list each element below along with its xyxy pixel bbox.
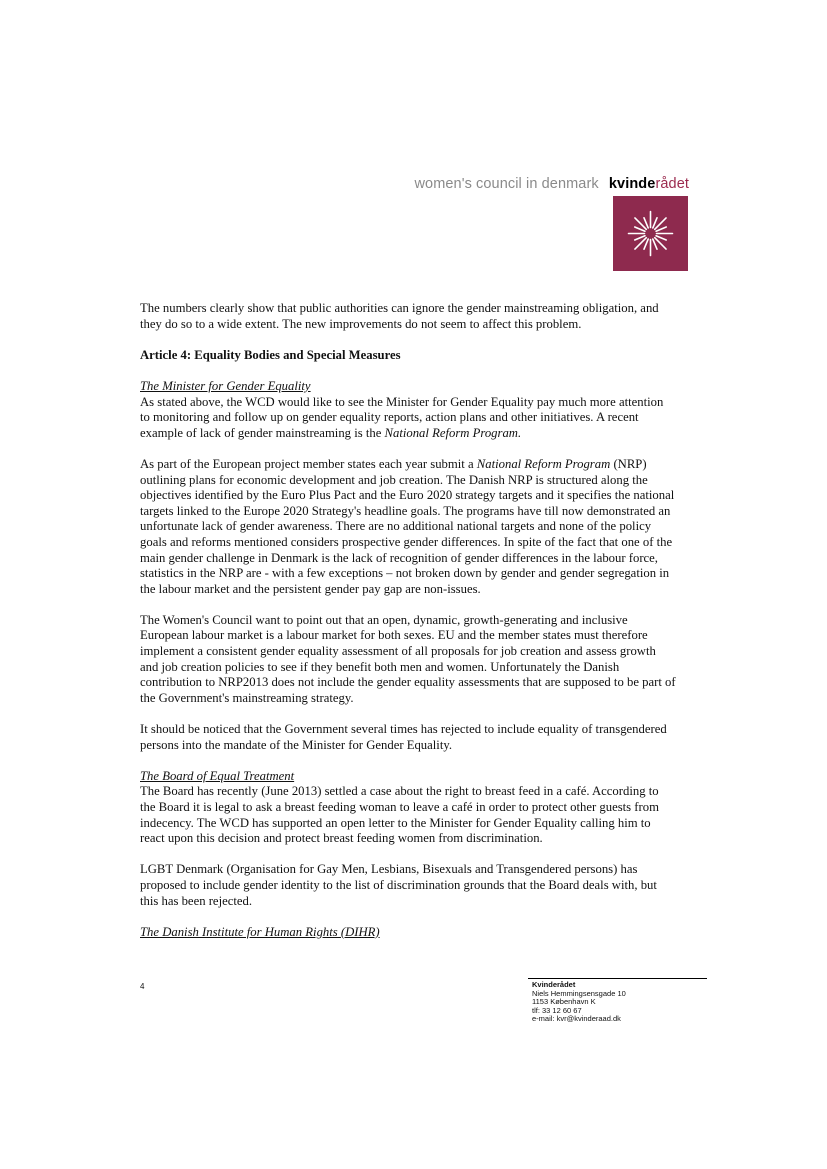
minister-paragraph-2 (140, 457, 676, 597)
footer-org-name: Kvinderådet (532, 980, 576, 989)
starburst-ray (644, 239, 648, 249)
org-header (414, 176, 689, 192)
minister-paragraph-4: It should be noticed that the Government several times has rejected to include equality of transgendered persons into the mandate of the Minister for Gender Equality. (140, 722, 667, 752)
minister-p2-italic: National Reform Program (476, 456, 611, 471)
footer-city: 1153 København K (532, 997, 596, 1007)
starburst-ray (656, 227, 666, 231)
brand-accent: rådet (655, 176, 689, 192)
brand-main: kvinde (608, 176, 656, 192)
dihr-section (140, 925, 676, 941)
board-paragraph-2: LGBT Denmark (Organisation for Gay Men, Lesbians, Bisexuals and Transgendered persons) has proposed to include gender identity to the list of discrimination grounds that the Board deals with, but this has been rejected. (140, 862, 657, 908)
minister-p1-italic: National Reform Program. (384, 425, 522, 440)
starburst-ray (653, 218, 657, 228)
board-paragraph-1 (140, 769, 676, 847)
minister-p2-b: (NRP) outlining plans for economic development and job creation. The Danish NRP is structured along the objectives identified by the Euro Plus Pact and the Euro 2020 strategy targets and it specifies the national targets linked to the Europe 2020 Strategy's headline goals. The programs have till now demonstrated an unfortunate lack of gender awareness. There are no additional national targets and none of the policy goals and reforms mentioned considers prospective gender differences. In spite of the fact that one of the main gender challenge in Denmark is the lack of recognition of gender differences in the labour force, statistics in the NRP are - with a few exceptions – not broken down by gender and gender segregation in the labour market and the persistent gender pay gap are non-issues. (140, 456, 675, 596)
starburst-ray (653, 239, 657, 249)
footer-phone: tlf: 33 12 60 67 (532, 1005, 582, 1015)
minister-paragraph-1 (140, 379, 676, 441)
org-tagline: women's council in denmark (414, 176, 599, 192)
starburst-icon (613, 196, 688, 271)
dihr-subheading: The Danish Institute for Human Rights (DIHR) (140, 924, 380, 939)
board-p1-text: The Board has recently (June 2013) settled a case about the right to breast feed in a café. According to the Board it is legal to ask a breast feeding woman to leave a café in order to protect other guests from indecency. The WCD has supported an open letter to the Minister for Gender Equality calling him to react upon this decision and protect breast feeding women from discrimination. (140, 784, 659, 846)
board-subheading: The Board of Equal Treatment (140, 768, 295, 783)
minister-p1-text: As stated above, the WCD would like to see the Minister for Gender Equality pay much more attention to monitoring and follow up on gender equality reports, action plans and other initiatives. A recent example of lack of gender mainstreaming is the (140, 394, 664, 440)
footer-street: Niels Hemmingsensgade 10 (532, 988, 626, 998)
starburst-ray (644, 218, 648, 228)
starburst-ray (656, 236, 666, 240)
starburst-ray (635, 236, 645, 240)
minister-paragraph-3: The Women's Council want to point out that an open, dynamic, growth-generating and inclusive European labour market is a labour market for both sexes. EU and the member states must therefore implement a consistent gender equality assessment of all proposals for job creation and assess growth and job creation policies to see if they benefit both men and women. Unfortunately the Danish contribution to NRP2013 does not include the gender equality assessments that are supposed to be part of the Government's mainstreaming strategy. (140, 612, 676, 705)
starburst-ray (635, 227, 645, 231)
org-logo (613, 196, 688, 271)
intro-paragraph: The numbers clearly show that public authorities can ignore the gender mainstreaming obligation, and they do so to a wide extent. The new improvements do not seem to affect this problem. (140, 301, 659, 331)
page-number: 4 (140, 982, 145, 991)
footer-email: e-mail: kvr@kvinderaad.dk (532, 1014, 621, 1024)
org-brand-name (609, 176, 689, 192)
footer-divider (528, 978, 707, 979)
minister-p2-a: As part of the European project member states each year submit a (140, 456, 477, 471)
document-body (140, 301, 676, 956)
minister-subheading: The Minister for Gender Equality (140, 378, 311, 393)
footer-address (532, 981, 626, 1024)
article-heading: Article 4: Equality Bodies and Special Measures (140, 347, 401, 362)
